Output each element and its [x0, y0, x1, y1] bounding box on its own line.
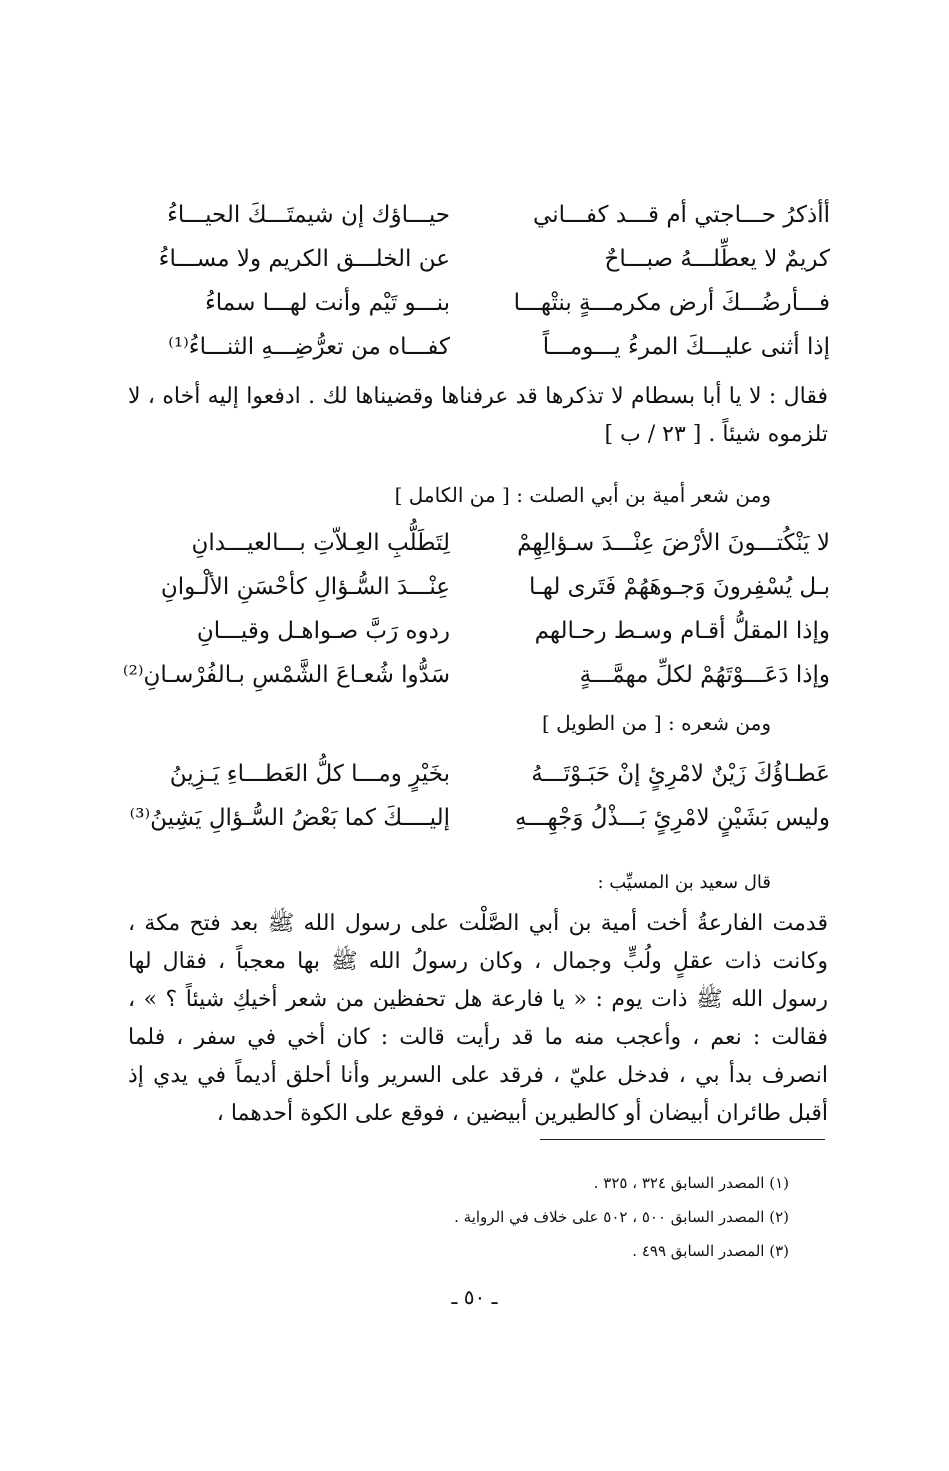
verse-first-hemistich: وليس بَشَيْنٍ لامْرِئٍ بَـــذْلُ وَجْهِـــهِ [515, 805, 830, 831]
verse-first-hemistich: بـل يُسْفِرونَ وَجـوهَهُمْ فَتَرى لهـا [528, 574, 830, 600]
verse-line [150, 281, 830, 325]
verse-second-hemistich: كفـــاه من تعرُّضِـــهِ الثنـــاءُ⁽¹⁾ [168, 334, 450, 360]
verse-line [150, 521, 830, 565]
verse-first-hemistich: لا يَنْكُتـــونَ الأرْضَ عِنْـــدَ سـؤالِهِمْ [517, 530, 830, 556]
verse-second-hemistich: حيـــاؤك إن شيمتَـــكَ الحيـــاءُ [167, 202, 450, 228]
footnotes [189, 1166, 789, 1268]
verse-first-hemistich: أأذكرُ حـــاجتي أم قـــد كفـــاني [533, 202, 830, 228]
verse-second-hemistich: عن الخلـــق الكريم ولا مســـاءُ [158, 246, 450, 272]
verse-first-hemistich: وإذا دَعَـــوْتَهُمْ لكلِّ مهمَّـــةٍ [579, 662, 830, 688]
verse-line [129, 796, 830, 840]
verse-first-hemistich: وإذا المقلُّ أقـام وسـط رحـالهم [534, 618, 830, 644]
verse-first-hemistich: إذا أثنى عليـــكَ المرءُ يـــومـــاً [542, 334, 830, 360]
footnote-divider [540, 1139, 825, 1140]
verse-second-hemistich: عِنْـــدَ السُّـؤالِ كأحْسَنِ الألْـوانِ [160, 574, 450, 600]
page-number: ـ ٥٠ ـ [451, 1285, 498, 1309]
verse-line [150, 565, 830, 609]
section-heading-tawil: ومن شعره : [ من الطويل ] [541, 711, 771, 735]
poem-1 [150, 193, 830, 369]
verse-first-hemistich: كريمٌ لا يعطِّلـــهُ صبـــاحٌ [604, 246, 830, 272]
verse-line [122, 653, 830, 697]
paragraph-abu-bistam: فقال : لا يا أبا بسطام لا تذكرها قد عرفناها وقضيناها لك . ادفعوا إليه أخاه ، لا تلزموه شيئاً . [ ٢٣ / ب ] [128, 384, 828, 447]
section-heading-said: قال سعيد بن المسيِّب : [597, 872, 771, 893]
verse-second-hemistich: سَدُّوا شُعـاعَ الشَّمْسِ بـالفُرْسـانِ⁽²⁾ [122, 662, 450, 688]
verse-line [150, 609, 830, 653]
verse-second-hemistich: بخَيْرٍ ومـــا كلُّ العَطـــاءِ يَـزِينُ [169, 761, 450, 787]
verse-line [150, 237, 830, 281]
verse-second-hemistich: لِتَطَلُّبِ العِـلاّتِ بـــالعيـــدانِ [191, 530, 450, 556]
verse-first-hemistich: فـــأرضُـــكَ أرض مكرمـــةٍ بنتْهـــا [513, 290, 830, 316]
footnote-item: (٢) المصدر السابق ٥٠٠ ، ٥٠٢ على خلاف في الرواية . [454, 1208, 789, 1226]
paragraph-fariah: قدمت الفارعةُ أخت أمية بن أبي الصَّلْت على رسول الله ﷺ بعد فتح مكة ، وكانت ذات عقلٍ ولُبٍّ وجمال ، وكان رسولُ الله ﷺ بها معجباً ، فقال لها رسول الله ﷺ ذات يوم : « يا فارعة هل تحفظين من شعر أخيكِ شيئاً ؟ » ، فقالت : نعم ، وأعجب منه ما قد رأيت قالت : كان أخي في سفر ، فلما انصرف بدأ بي ، فدخل عليّ ، فرقد على السرير وأنا أحلق أديماً في يدي إذ أقبل طائران أبيضان أو كالطيرين أبيضين ، فوقع على الكوة أحدهما ، [128, 911, 828, 1126]
verse-second-hemistich: بنـــو تَيْم وأنت لهـــا سماءُ [204, 290, 450, 316]
poem-2 [122, 521, 830, 697]
verse-line [150, 325, 830, 369]
verse-second-hemistich: إليــــكَ كما بَعْضُ السُّـؤالِ يَشِينُ⁽³⁾ [129, 805, 450, 831]
footnote-item: (١) المصدر السابق ٣٢٤ ، ٣٢٥ . [593, 1174, 789, 1192]
verse-second-hemistich: ردوه رَبَّ صـواهـل وقيـــانِ [196, 618, 450, 644]
footnote-item: (٣) المصدر السابق ٤٩٩ . [632, 1242, 789, 1260]
verse-first-hemistich: عَطـاؤُكَ زَيْنٌ لامْرِئٍ إنْ حَبَـوْتَـــهُ [531, 761, 830, 787]
verse-line [150, 193, 830, 237]
section-heading-umayya: ومن شعر أمية بن أبي الصلت : [ من الكامل ] [394, 483, 771, 507]
poem-3 [129, 752, 830, 840]
verse-line [150, 752, 830, 796]
